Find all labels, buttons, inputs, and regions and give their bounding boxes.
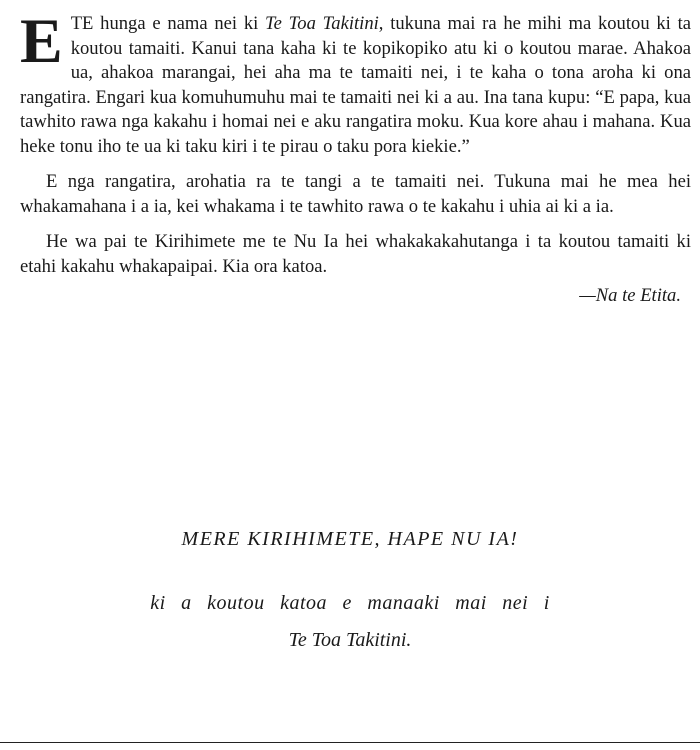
christmas-greeting: MERE KIRIHIMETE, HAPE NU IA!	[181, 528, 519, 550]
paragraph-1-text-b: , tukuna mai ra he mihi ma koutou ki ta koutou tamaiti. Kanui tana kaha ki te kopikopiko atu ki o koutou marae. Ahakoa ua, ahakoa marangai, hei aha ma te tamaiti nei, i te kaha o tona aroha ki ona rangatira. Engari kua komuhumuhu mai te tamaiti nei ki a au. Ina tana kupu: “E papa, kua tawhito rawa nga kakahu i homai nei e aku rangatira moku. Kua kore ahau i mahana. Kua heke tonu iho te ua ki taku kiri i te pirau o taku pora kiekie.”	[20, 13, 691, 157]
blessing	[0, 585, 700, 659]
magazine-title: Te Toa Takitini	[265, 13, 379, 34]
paragraph-3: He wa pai te Kirihimete me te Nu Ia hei whakakakahutanga i ta koutou tamaiti ki etahi kakahu whakapaipai. Kia ora katoa.	[20, 231, 691, 277]
paragraph-1	[20, 5, 691, 159]
drop-cap: E	[20, 5, 63, 76]
paragraph-2: E nga rangatira, arohatia ra te tangi a te tamaiti nei. Tukuna mai he mea hei whakamahana i a ia, kei whakama i te tawhito rawa o te kakahu i uhia ai ki a ia.	[20, 171, 691, 217]
bottom-rule	[0, 742, 700, 743]
paragraph-1-text-a: TE hunga e nama nei ki	[70, 13, 266, 34]
blessing-line-2: Te Toa Takitini.	[288, 629, 412, 651]
letter-body	[20, 5, 691, 307]
blessing-line-1: ki a koutou katoa e manaaki mai nei i	[150, 592, 550, 614]
editor-signature: —Na te Etita.	[579, 285, 681, 306]
